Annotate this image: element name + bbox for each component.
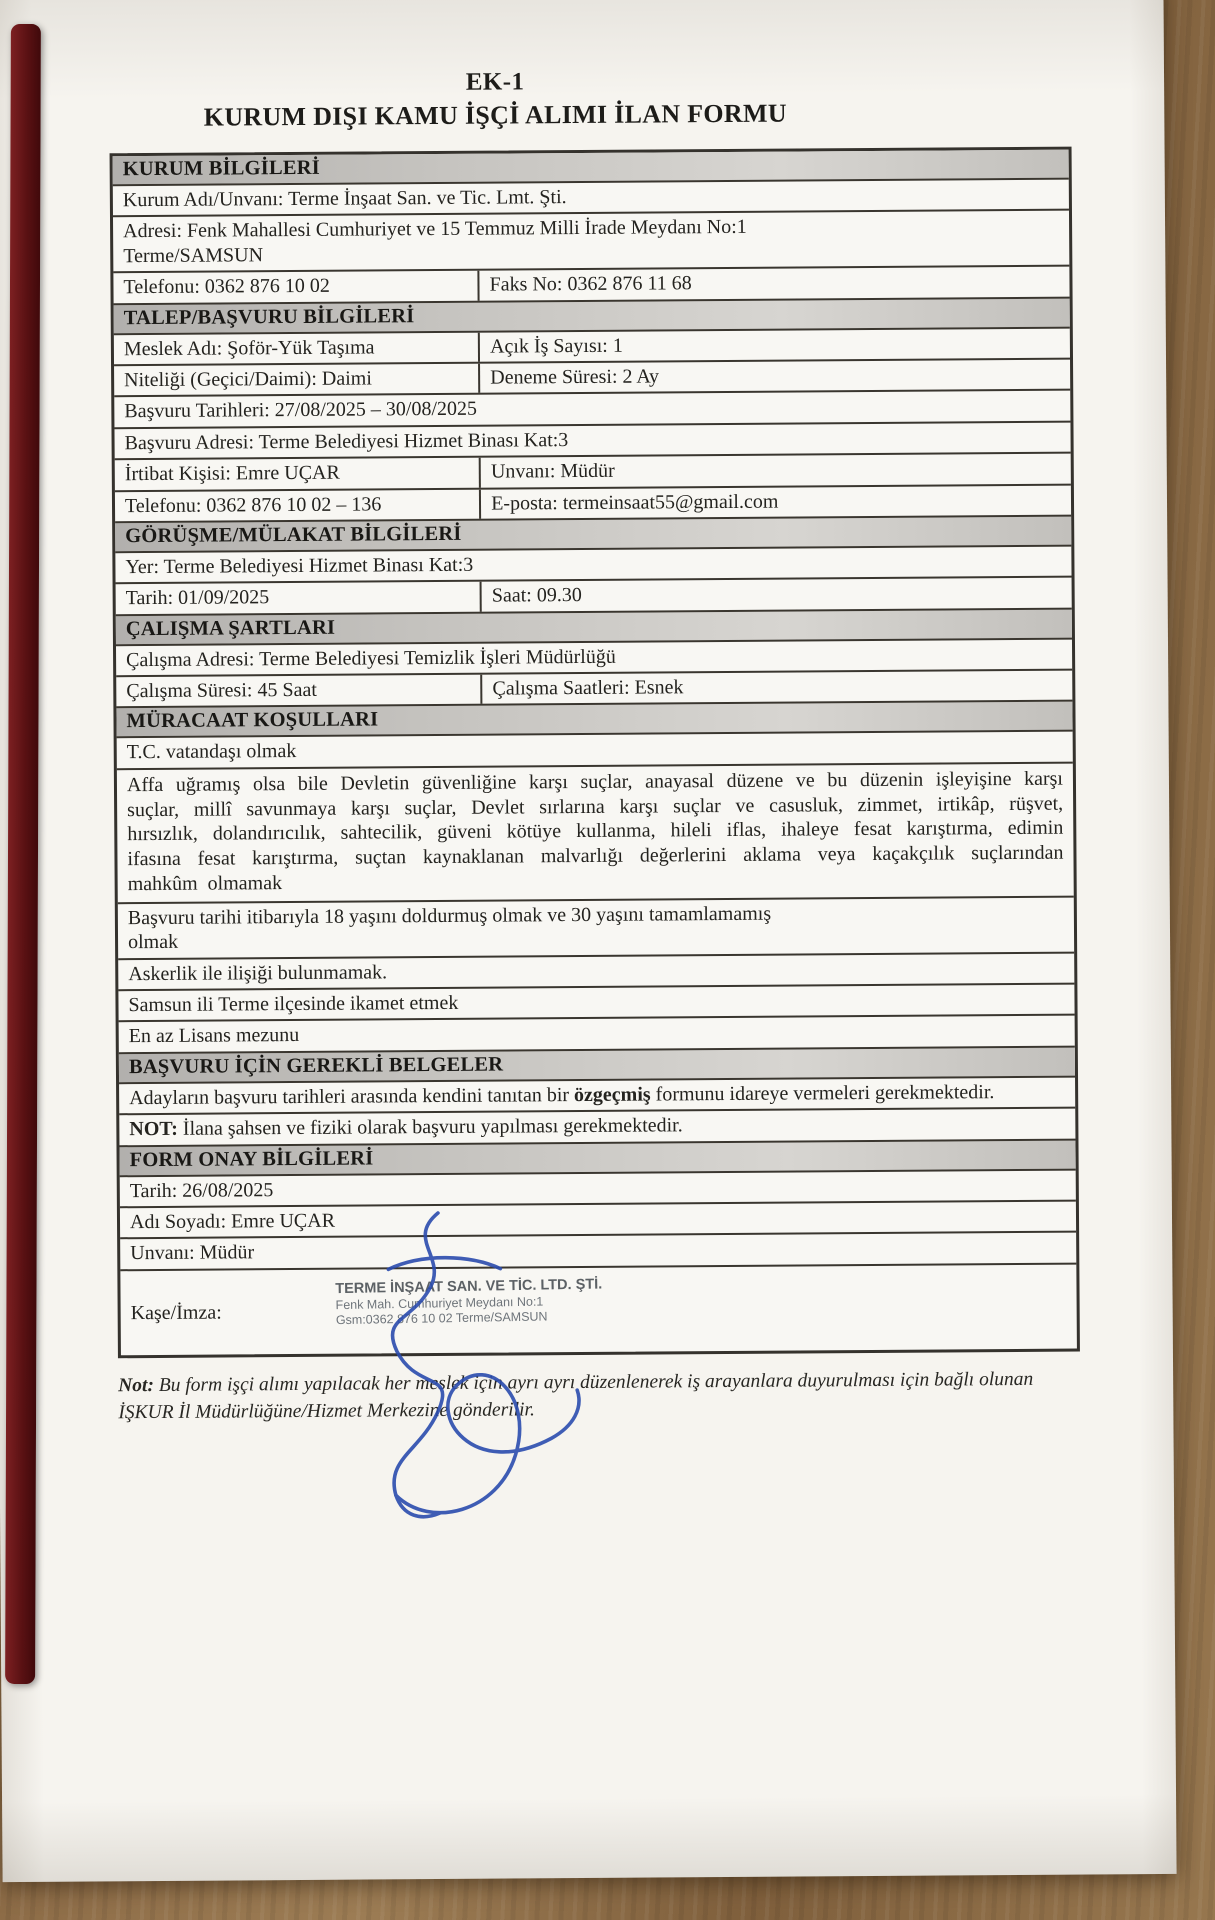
row-calisma-sure-saat: [116, 669, 1072, 707]
row-basvuru-tarihleri: Başvuru Tarihleri: 27/08/2025 – 30/08/2025: [114, 389, 1070, 427]
section-header-gorusme: GÖRÜŞME/MÜLAKAT BİLGİLERİ: [115, 514, 1071, 551]
row-calisma-adresi: Çalışma Adresi: Terme Belediyesi Temizlik İşleri Müdürlüğü: [116, 637, 1072, 675]
red-folder-edge: [5, 24, 41, 1684]
cell-gorusme-tarih: Tarih: 01/09/2025: [116, 582, 482, 614]
row-kosul-vatandaslik: T.C. vatandaşı olmak: [117, 730, 1073, 768]
row-onay-tarih: Tarih: 26/08/2025: [120, 1168, 1076, 1206]
belgeler-text-bold: özgeçmiş: [573, 1083, 651, 1106]
row-kosul-ikamet: Samsun ili Terme ilçesinde ikamet etmek: [118, 983, 1074, 1021]
row-nitelik: [114, 358, 1070, 396]
row-gorusme-tarih-saat: [116, 576, 1072, 614]
footer-note: [118, 1365, 1080, 1426]
stamp-line-address: Fenk Mah. Cumhuriyet Meydanı No:1: [335, 1294, 544, 1313]
row-kosul-sabika: Affa uğramış olsa bile Devletin güvenliğine karşı suçlar, anayasal düzene ve bu düzenin işleyişine karşı suçlar, millî savunmaya karşı suçlar, Devlet sırlarına karşı suçlar ve casusluk, zimmet, irtikâp, rüşvet, hırsızlık, dolandırıcılık, sahtecilik, güveni kötüye kullanma, hileli iflas, ihaleye fesat karıştırma, edimin ifasına fesat karıştırma, suçtan kaynaklanan malvarlığı değerlerini aklama veya kaçakçılık suçlarından mahkûm olmamak: [117, 761, 1074, 902]
row-kosul-askerlik: Askerlik ile ilişiği bulunmamak.: [118, 951, 1074, 989]
cell-acik-is: Açık İş Sayısı: 1: [489, 334, 623, 358]
cell-eposta: E-posta: termeinsaat55@gmail.com: [491, 490, 779, 515]
section-header-muracaat: MÜRACAAT KOŞULLARI: [116, 700, 1072, 737]
row-kosul-egitim: En az Lisans mezunu: [119, 1014, 1075, 1052]
row-onay-ad-soyad: Adı Soyadı: Emre UÇAR: [120, 1200, 1076, 1238]
row-irtibat-telefon: [115, 483, 1071, 521]
row-basvuru-adresi: Başvuru Adresi: Terme Belediyesi Hizmet Binası Kat:3: [114, 420, 1070, 458]
row-kurum-adi: Kurum Adı/Unvanı: Terme İnşaat San. ve Tic. Lmt. Şti.: [113, 178, 1069, 216]
cell-meslek-adi: Meslek Adı: Şoför-Yük Taşıma: [114, 332, 480, 364]
page-title: KURUM DIŞI KAMU İŞÇİ ALIMI İLAN FORMU: [203, 98, 787, 132]
form-content: [109, 65, 1080, 1427]
form-table: [110, 147, 1080, 1358]
cell-calisma-saatleri: Çalışma Saatleri: Esnek: [492, 676, 684, 700]
section-header-belgeler: BAŞVURU İÇİN GEREKLİ BELGELER: [119, 1045, 1075, 1082]
not-text: İlana şahsen ve fiziki olarak başvuru yapılması gerekmektedir.: [177, 1114, 683, 1141]
footer-note-label: Not:: [118, 1374, 154, 1397]
belgeler-text-pre: Adayların başvuru tarihleri arasında kendini tanıtan bir: [129, 1083, 575, 1109]
cell-calisma-suresi: Çalışma Süresi: 45 Saat: [116, 675, 482, 707]
kurum-adresi-line2: Terme/SAMSUN: [123, 243, 264, 267]
row-kurum-adresi: [113, 209, 1069, 271]
cell-nitelik: Niteliği (Geçici/Daimi): Daimi: [114, 364, 480, 396]
cell-irtibat-telefon: Telefonu: 0362 876 10 02 – 136: [115, 489, 481, 521]
row-meslek: [114, 326, 1070, 364]
stamp-line-company: TERME İNŞAAT SAN. VE TİC. LTD. ŞTİ.: [335, 1276, 603, 1297]
cell-kurum-telefon: Telefonu: 0362 876 10 02: [113, 271, 479, 303]
section-header-onay: FORM ONAY BİLGİLERİ: [119, 1138, 1075, 1175]
row-onay-unvan: Unvanı: Müdür: [120, 1231, 1076, 1269]
footer-note-text: Bu form işçi alımı yapılacak her meslek için ayrı ayrı düzenlenerek iş arayanlara duyurulması için bağlı olunan İŞKUR İl Müdürlüğüne/Hizmet Merkezine gönderilir.: [118, 1368, 1034, 1424]
cell-deneme-suresi: Deneme Süresi: 2 Ay: [490, 365, 660, 389]
cell-kurum-faks: Faks No: 0362 876 11 68: [489, 272, 692, 296]
row-irtibat: [115, 452, 1071, 490]
cell-gorusme-saat: Saat: 09.30: [491, 584, 582, 607]
kase-imza-label: Kaşe/İmza:: [130, 1301, 222, 1324]
annex-label: EK-1: [465, 68, 525, 96]
row-kase-imza: [120, 1262, 1077, 1355]
cell-irtibat-kisisi: İrtibat Kişisi: Emre UÇAR: [115, 458, 481, 490]
cell-irtibat-unvan: Unvanı: Müdür: [490, 459, 615, 483]
company-stamp: [335, 1276, 603, 1328]
not-label: NOT:: [129, 1118, 178, 1141]
kurum-adresi-line1: Adresi: Fenk Mahallesi Cumhuriyet ve 15 Temmuz Milli İrade Meydanı No:1: [123, 216, 747, 243]
section-header-kurum: KURUM BİLGİLERİ: [113, 150, 1069, 185]
row-kurum-telefon-faks: [113, 265, 1069, 303]
section-header-talep: TALEP/BAŞVURU BİLGİLERİ: [114, 296, 1070, 333]
kosul-yas-line2: olmak: [127, 931, 179, 954]
row-gorusme-yer: Yer: Terme Belediyesi Hizmet Binası Kat:3: [115, 544, 1071, 582]
form-title-block: [109, 66, 881, 133]
kosul-yas-line1: Başvuru tarihi itibarıyla 18 yaşını doldurmuş olmak ve 30 yaşını tamamlamamış: [127, 902, 772, 930]
row-kosul-yas: [118, 895, 1074, 957]
belgeler-text-post: formunu idareye vermeleri gerekmektedir.: [650, 1080, 995, 1106]
stamp-line-phone: Gsm:0362 876 10 02 Terme/SAMSUN: [335, 1309, 548, 1328]
section-header-calisma: ÇALIŞMA ŞARTLARI: [116, 607, 1072, 644]
